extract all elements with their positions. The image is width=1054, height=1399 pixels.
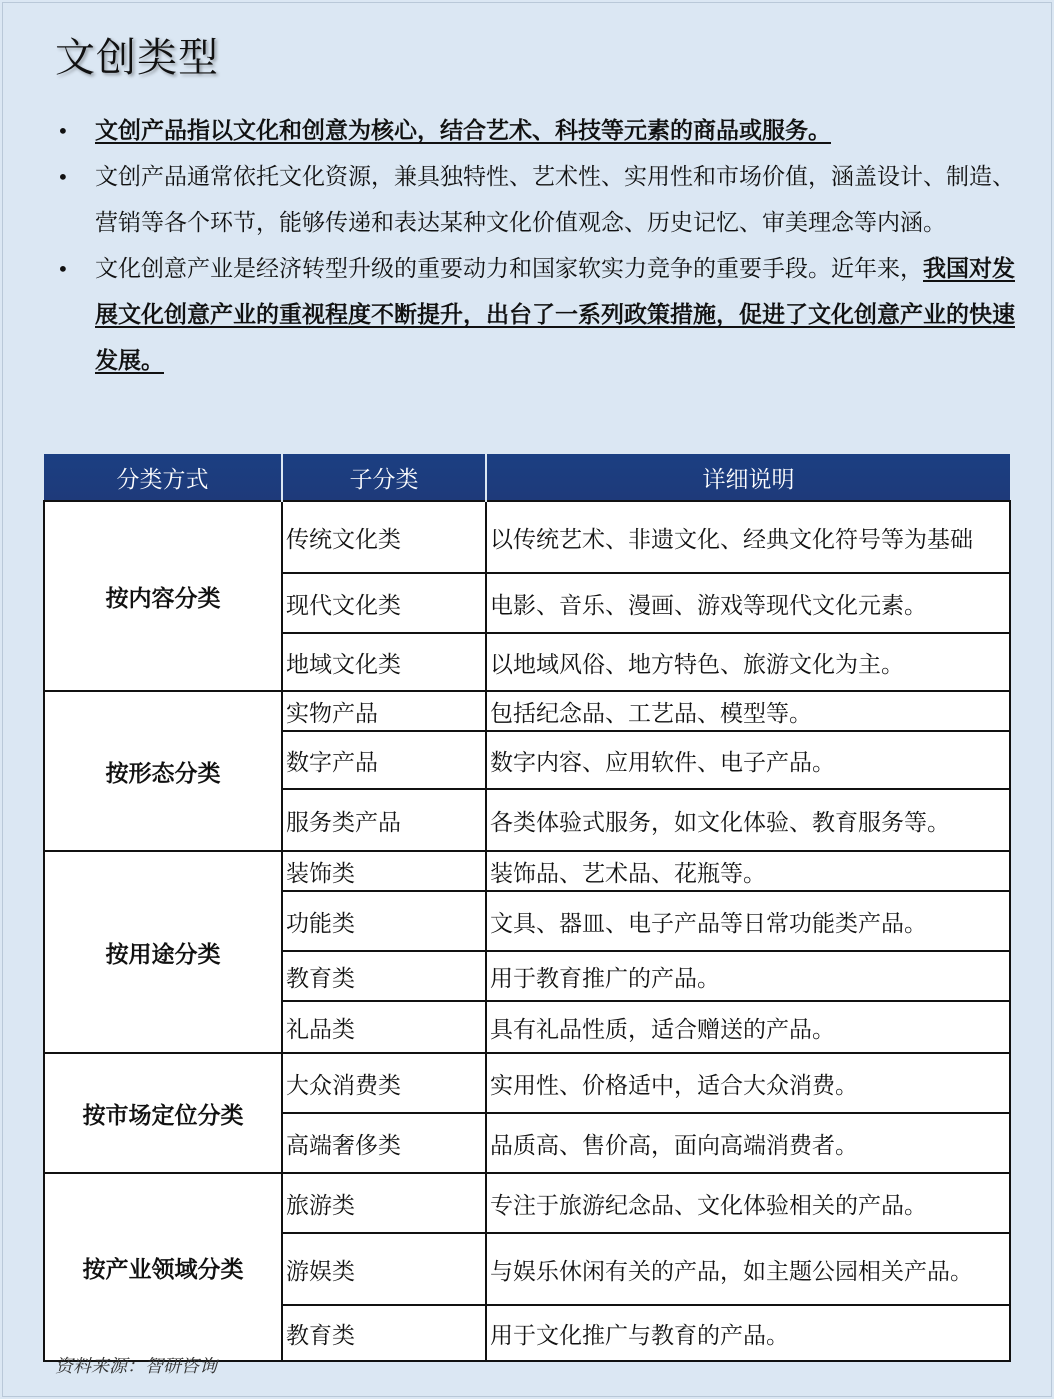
header-description: 详细说明 — [486, 454, 1010, 501]
header-method: 分类方式 — [44, 454, 282, 501]
description-cell: 以地域风俗、地方特色、旅游文化为主。 — [486, 633, 1010, 691]
description-cell: 包括纪念品、工艺品、模型等。 — [486, 691, 1010, 731]
description-cell: 文具、器皿、电子产品等日常功能类产品。 — [486, 891, 1010, 951]
group-cell: 按市场定位分类 — [44, 1053, 282, 1173]
bullet-dot: • — [57, 119, 69, 143]
bullet-dot: • — [57, 257, 69, 281]
bullet-text: 文创产品指以文化和创意为核心，结合艺术、科技等元素的商品或服务。 — [95, 117, 831, 144]
description-cell: 各类体验式服务，如文化体验、教育服务等。 — [486, 789, 1010, 851]
subcategory-cell: 现代文化类 — [282, 573, 486, 633]
bullet-list — [55, 108, 1015, 384]
description-cell: 实用性、价格适中，适合大众消费。 — [486, 1053, 1010, 1113]
subcategory-cell: 礼品类 — [282, 1001, 486, 1053]
description-cell: 用于教育推广的产品。 — [486, 951, 1010, 1001]
page-title: 文创类型 — [55, 35, 219, 81]
subcategory-cell: 数字产品 — [282, 731, 486, 789]
bullet-text: 文创产品通常依托文化资源，兼具独特性、艺术性、实用性和市场价值，涵盖设计、制造、营销等各个环节，能够传递和表达某种文化价值观念、历史记忆、审美理念等内涵。 — [95, 164, 1015, 236]
subcategory-cell: 功能类 — [282, 891, 486, 951]
subcategory-cell: 教育类 — [282, 951, 486, 1001]
bullet-item — [55, 154, 1015, 246]
subcategory-cell: 游娱类 — [282, 1233, 486, 1305]
subcategory-cell: 传统文化类 — [282, 501, 486, 573]
description-cell: 用于文化推广与教育的产品。 — [486, 1305, 1010, 1361]
group-cell: 按用途分类 — [44, 851, 282, 1053]
description-cell: 品质高、售价高，面向高端消费者。 — [486, 1113, 1010, 1173]
description-cell: 具有礼品性质，适合赠送的产品。 — [486, 1001, 1010, 1053]
description-cell: 与娱乐休闲有关的产品，如主题公园相关产品。 — [486, 1233, 1010, 1305]
header-subcategory: 子分类 — [282, 454, 486, 501]
group-cell: 按内容分类 — [44, 501, 282, 691]
description-cell: 电影、音乐、漫画、游戏等现代文化元素。 — [486, 573, 1010, 633]
source-note: 资料来源：智研咨询 — [55, 1356, 217, 1377]
subcategory-cell: 高端奢侈类 — [282, 1113, 486, 1173]
subcategory-cell: 地域文化类 — [282, 633, 486, 691]
table-row — [44, 1053, 1010, 1113]
bullet-item — [55, 108, 1015, 154]
subcategory-cell: 服务类产品 — [282, 789, 486, 851]
table-row — [44, 501, 1010, 573]
group-cell: 按形态分类 — [44, 691, 282, 851]
subcategory-cell: 装饰类 — [282, 851, 486, 891]
description-cell: 装饰品、艺术品、花瓶等。 — [486, 851, 1010, 891]
description-cell: 以传统艺术、非遗文化、经典文化符号等为基础 — [486, 501, 1010, 573]
bullet-text: 文化创意产业是经济转型升级的重要动力和国家软实力竞争的重要手段。近年来， — [95, 256, 923, 282]
bullet-item — [55, 246, 1015, 384]
subcategory-cell: 旅游类 — [282, 1173, 486, 1233]
category-table — [43, 454, 1011, 1362]
table-row — [44, 851, 1010, 891]
table-header-row — [44, 454, 1010, 501]
group-cell: 按产业领域分类 — [44, 1173, 282, 1361]
subcategory-cell: 教育类 — [282, 1305, 486, 1361]
description-cell: 专注于旅游纪念品、文化体验相关的产品。 — [486, 1173, 1010, 1233]
bullet-text: 我国对发展文化创意产业的重视程度不断提升，出台了一系列政策措施，促进了文化创意产业的快速发展。 — [95, 255, 1015, 374]
subcategory-cell: 大众消费类 — [282, 1053, 486, 1113]
table-row — [44, 1173, 1010, 1233]
bullet-dot: • — [57, 165, 69, 189]
subcategory-cell: 实物产品 — [282, 691, 486, 731]
description-cell: 数字内容、应用软件、电子产品。 — [486, 731, 1010, 789]
table-row — [44, 691, 1010, 731]
